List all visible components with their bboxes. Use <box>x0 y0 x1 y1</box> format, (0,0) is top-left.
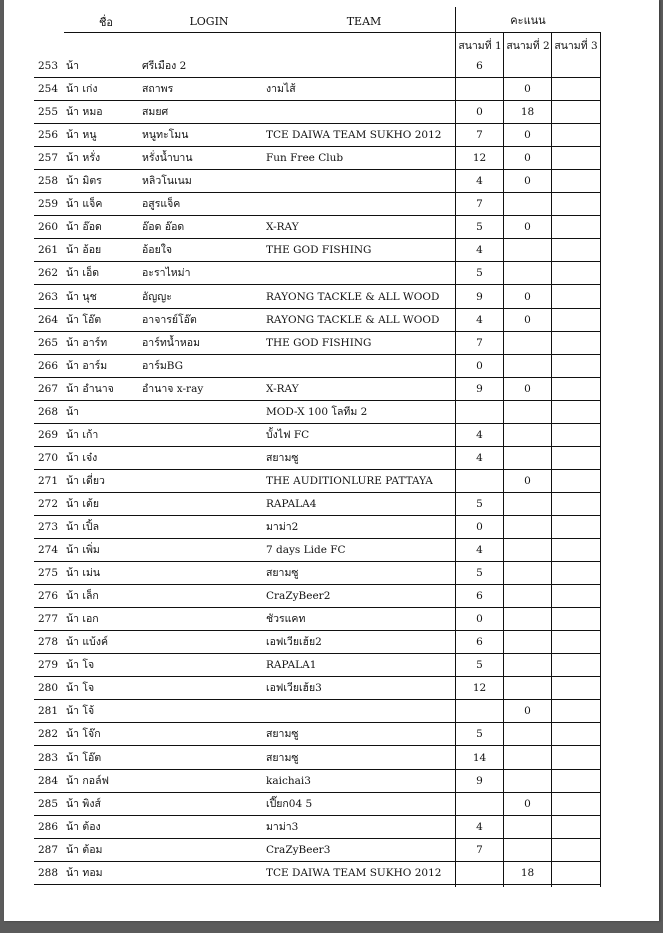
row-team: เอฟเวียเฮ้ย3 <box>266 682 322 695</box>
row-score-field1: 6 <box>476 636 483 649</box>
row-name: น้า โอ๊ต <box>66 751 102 764</box>
row-team: สยามซู <box>266 567 299 580</box>
row-score-field1: 5 <box>476 567 483 580</box>
row-team: งามไส้ <box>266 83 296 96</box>
row-score-field1: 5 <box>476 659 483 672</box>
table-row <box>4 401 659 424</box>
row-team: THE AUDITIONLURE PATTAYA <box>266 474 433 487</box>
row-number: 254 <box>38 83 59 96</box>
row-name: น้า เอก <box>66 613 99 626</box>
row-score-field1: 4 <box>476 175 483 188</box>
row-team: RAPALA1 <box>266 659 317 672</box>
row-login: อสูรแจ็ค <box>142 198 181 211</box>
row-score-field2: 0 <box>524 313 531 326</box>
row-score-field1: 4 <box>476 820 483 833</box>
row-login: อ้อยใจ <box>142 244 173 257</box>
row-score-field1: 0 <box>476 106 483 119</box>
row-team: X-RAY <box>266 382 299 395</box>
header-field1: สนามที่ 1 <box>458 40 502 52</box>
table-row <box>4 723 659 746</box>
row-team: สยามซู <box>266 451 299 464</box>
table-row <box>4 770 659 793</box>
row-number: 288 <box>38 866 59 879</box>
table-row <box>4 562 659 585</box>
row-number: 258 <box>38 175 59 188</box>
row-name: น้า เอ็ด <box>66 267 100 280</box>
row-number: 270 <box>38 451 59 464</box>
row-team: kaichai3 <box>266 774 311 787</box>
table-row <box>4 424 659 447</box>
table-row <box>4 239 659 262</box>
row-number: 266 <box>38 359 59 372</box>
row-score-field1: 9 <box>476 382 483 395</box>
row-number: 265 <box>38 336 59 349</box>
row-name: น้า ต้อง <box>66 820 101 833</box>
table-row <box>4 124 659 147</box>
row-team: สยามซู <box>266 751 299 764</box>
table-row <box>4 585 659 608</box>
row-name: น้า แบ้งค์ <box>66 636 108 649</box>
row-score-field2: 0 <box>524 474 531 487</box>
row-number: 278 <box>38 636 59 649</box>
row-number: 275 <box>38 567 59 580</box>
table-row <box>4 631 659 654</box>
row-number: 283 <box>38 751 59 764</box>
row-login: อะราไหม่า <box>142 267 191 280</box>
row-number: 284 <box>38 774 59 787</box>
row-name: น้า โจ <box>66 659 95 672</box>
row-name: น้า อ้อย <box>66 244 102 257</box>
row-name: น้า หนู <box>66 129 97 142</box>
row-score-field2: 0 <box>524 83 531 96</box>
row-team: เอฟเวียเฮ้ย2 <box>266 636 322 649</box>
row-login: สมยศ <box>142 106 169 119</box>
row-name: น้า <box>66 60 80 72</box>
row-login: หรั่งน้ำบาน <box>142 152 193 165</box>
row-number: 287 <box>38 843 59 856</box>
row-name: น้า มิตร <box>66 175 102 188</box>
row-team: THE GOD FISHING <box>266 244 372 257</box>
row-number: 263 <box>38 290 59 303</box>
row-score-field1: 0 <box>476 359 483 372</box>
row-login: อัญญะ <box>142 290 172 303</box>
row-name: น้า พิงส์ <box>66 797 101 810</box>
row-number: 286 <box>38 820 59 833</box>
table-row <box>4 101 659 124</box>
table-row <box>4 78 659 101</box>
row-login: อาร์ทน้ำหอม <box>142 336 200 349</box>
document-page <box>4 0 659 921</box>
row-name: น้า ทอม <box>66 866 103 879</box>
table-row <box>4 447 659 470</box>
row-name: น้า อ๊อด <box>66 221 102 234</box>
row-login: สถาพร <box>142 83 174 96</box>
row-score-field1: 12 <box>472 682 487 695</box>
row-number: 274 <box>38 544 59 557</box>
row-name: น้า เพิ่ม <box>66 544 100 557</box>
table-row <box>4 677 659 700</box>
row-team: มาม่า2 <box>266 521 299 533</box>
row-login: หนูทะโมน <box>142 129 189 142</box>
row-score-field2: 0 <box>524 152 531 165</box>
table-row <box>4 839 659 862</box>
row-score-field1: 4 <box>476 428 483 441</box>
table-row <box>4 170 659 193</box>
row-name: น้า แจ็ค <box>66 198 103 211</box>
row-name: น้า ต้อม <box>66 843 103 856</box>
table-row <box>4 700 659 723</box>
row-team: สยามซู <box>266 728 299 741</box>
row-login: อำนาจ x-ray <box>142 382 204 395</box>
row-team: THE GOD FISHING <box>266 336 372 349</box>
row-score-field1: 0 <box>476 521 483 533</box>
row-score-field1: 4 <box>476 544 483 557</box>
row-number: 276 <box>38 590 59 603</box>
row-name: น้า เดี่ยว <box>66 474 105 487</box>
row-team: X-RAY <box>266 221 299 234</box>
row-team: RAYONG TACKLE & ALL WOOD <box>266 313 440 326</box>
row-name: น้า <box>66 405 80 418</box>
row-name: น้า โจ <box>66 682 95 695</box>
row-score-field1: 9 <box>476 290 483 303</box>
row-number: 260 <box>38 221 59 234</box>
table-row <box>4 539 659 562</box>
table-row <box>4 378 659 401</box>
table-row <box>4 355 659 378</box>
row-number: 279 <box>38 659 59 672</box>
row-score-field1: 7 <box>476 198 483 211</box>
row-name: น้า กอล์ฟ <box>66 774 109 787</box>
table-row <box>4 654 659 677</box>
header-field2: สนามที่ 2 <box>506 40 550 52</box>
table-row <box>4 309 659 332</box>
row-score-field1: 6 <box>476 590 483 603</box>
header-score: คะแนน <box>510 14 546 27</box>
row-score-field1: 14 <box>472 751 487 764</box>
table-row <box>4 193 659 216</box>
row-score-field2: 0 <box>524 290 531 303</box>
table-row <box>4 747 659 770</box>
row-name: น้า หมอ <box>66 106 103 119</box>
row-number: 264 <box>38 313 59 326</box>
row-rule <box>34 884 601 885</box>
score-header-rule <box>456 32 601 33</box>
row-team: 7 days Lide FC <box>266 544 346 557</box>
row-name: น้า โจ้ <box>66 705 95 718</box>
row-name: น้า โจ๊ก <box>66 728 101 741</box>
row-number: 280 <box>38 682 59 695</box>
row-team: มาม่า3 <box>266 820 299 833</box>
row-name: น้า นุช <box>66 290 97 303</box>
row-login: อาร์มBG <box>142 359 184 372</box>
row-score-field1: 5 <box>476 221 483 234</box>
row-login: ศรีเมือง 2 <box>142 60 187 72</box>
table-row <box>4 262 659 285</box>
table-row <box>4 216 659 239</box>
table-row <box>4 793 659 816</box>
row-team: ชัวรแคท <box>266 613 306 626</box>
row-name: น้า เก่ง <box>66 83 98 96</box>
row-score-field2: 0 <box>524 221 531 234</box>
row-number: 256 <box>38 129 59 142</box>
row-name: น้า เม่น <box>66 567 101 580</box>
row-name: น้า เล็ก <box>66 590 99 603</box>
table-row <box>4 608 659 631</box>
row-number: 281 <box>38 705 59 718</box>
header-login: LOGIN <box>189 15 229 28</box>
row-number: 261 <box>38 244 59 257</box>
row-score-field1: 12 <box>472 152 487 165</box>
table-row <box>4 862 659 885</box>
row-number: 253 <box>38 60 59 72</box>
row-login: อ๊อด อ๊อด <box>142 221 185 234</box>
row-score-field2: 0 <box>524 705 531 718</box>
row-score-field1: 4 <box>476 244 483 257</box>
row-number: 259 <box>38 198 59 211</box>
row-score-field1: 9 <box>476 774 483 787</box>
row-number: 273 <box>38 521 59 533</box>
row-score-field1: 7 <box>476 843 483 856</box>
row-team: Fun Free Club <box>266 152 344 165</box>
row-team: บั้งไฟ FC <box>266 428 310 441</box>
table-row <box>4 470 659 493</box>
row-score-field1: 4 <box>476 313 483 326</box>
row-name: น้า เต้ย <box>66 497 99 510</box>
row-score-field1: 4 <box>476 451 483 464</box>
row-score-field1: 6 <box>476 60 483 72</box>
row-team: RAPALA4 <box>266 497 317 510</box>
table-row <box>4 147 659 170</box>
row-name: น้า อำนาจ <box>66 382 114 395</box>
table-row <box>4 55 659 78</box>
row-login: หลิวโนเนม <box>142 175 192 188</box>
row-name: น้า อาร์ม <box>66 359 108 372</box>
row-number: 262 <box>38 267 59 280</box>
table-row <box>4 516 659 539</box>
row-score-field1: 7 <box>476 129 483 142</box>
row-team: CraZyBeer3 <box>266 843 331 856</box>
table-row <box>4 286 659 309</box>
table-row <box>4 816 659 839</box>
row-score-field1: 0 <box>476 613 483 626</box>
row-name: น้า อาร์ท <box>66 336 108 349</box>
row-score-field2: 18 <box>520 866 535 879</box>
header-team: TEAM <box>346 15 382 28</box>
row-score-field2: 0 <box>524 129 531 142</box>
row-score-field1: 7 <box>476 336 483 349</box>
row-number: 257 <box>38 152 59 165</box>
row-team: TCE DAIWA TEAM SUKHO 2012 <box>266 129 442 142</box>
row-score-field2: 0 <box>524 797 531 810</box>
table-row <box>4 493 659 516</box>
row-number: 255 <box>38 106 59 119</box>
row-number: 268 <box>38 405 59 418</box>
row-team: RAYONG TACKLE & ALL WOOD <box>266 290 440 303</box>
row-login: อาจารย์โอ๊ต <box>142 313 197 326</box>
header-name: ชื่อ <box>98 16 114 29</box>
row-name: น้า โอ๊ต <box>66 313 102 326</box>
row-name: น้า เจ๋ง <box>66 451 98 464</box>
row-number: 272 <box>38 497 59 510</box>
row-score-field2: 0 <box>524 175 531 188</box>
row-score-field2: 0 <box>524 382 531 395</box>
row-number: 277 <box>38 613 59 626</box>
row-number: 269 <box>38 428 59 441</box>
row-number: 271 <box>38 474 59 487</box>
row-number: 267 <box>38 382 59 395</box>
row-score-field2: 18 <box>520 106 535 119</box>
row-team: เปี๊ยก04 5 <box>266 797 313 810</box>
row-name: น้า หรั่ง <box>66 152 101 165</box>
row-score-field1: 5 <box>476 728 483 741</box>
row-number: 282 <box>38 728 59 741</box>
table-row <box>4 332 659 355</box>
row-name: น้า เก้า <box>66 428 99 441</box>
row-score-field1: 5 <box>476 267 483 280</box>
row-name: น้า เปิ้ล <box>66 521 100 533</box>
header-field3: สนามที่ 3 <box>554 40 598 52</box>
header-rule <box>64 32 456 33</box>
row-team: MOD-X 100 โลทีม 2 <box>266 405 368 418</box>
row-team: CraZyBeer2 <box>266 590 331 603</box>
row-score-field1: 5 <box>476 497 483 510</box>
row-team: TCE DAIWA TEAM SUKHO 2012 <box>266 866 442 879</box>
row-number: 285 <box>38 797 59 810</box>
